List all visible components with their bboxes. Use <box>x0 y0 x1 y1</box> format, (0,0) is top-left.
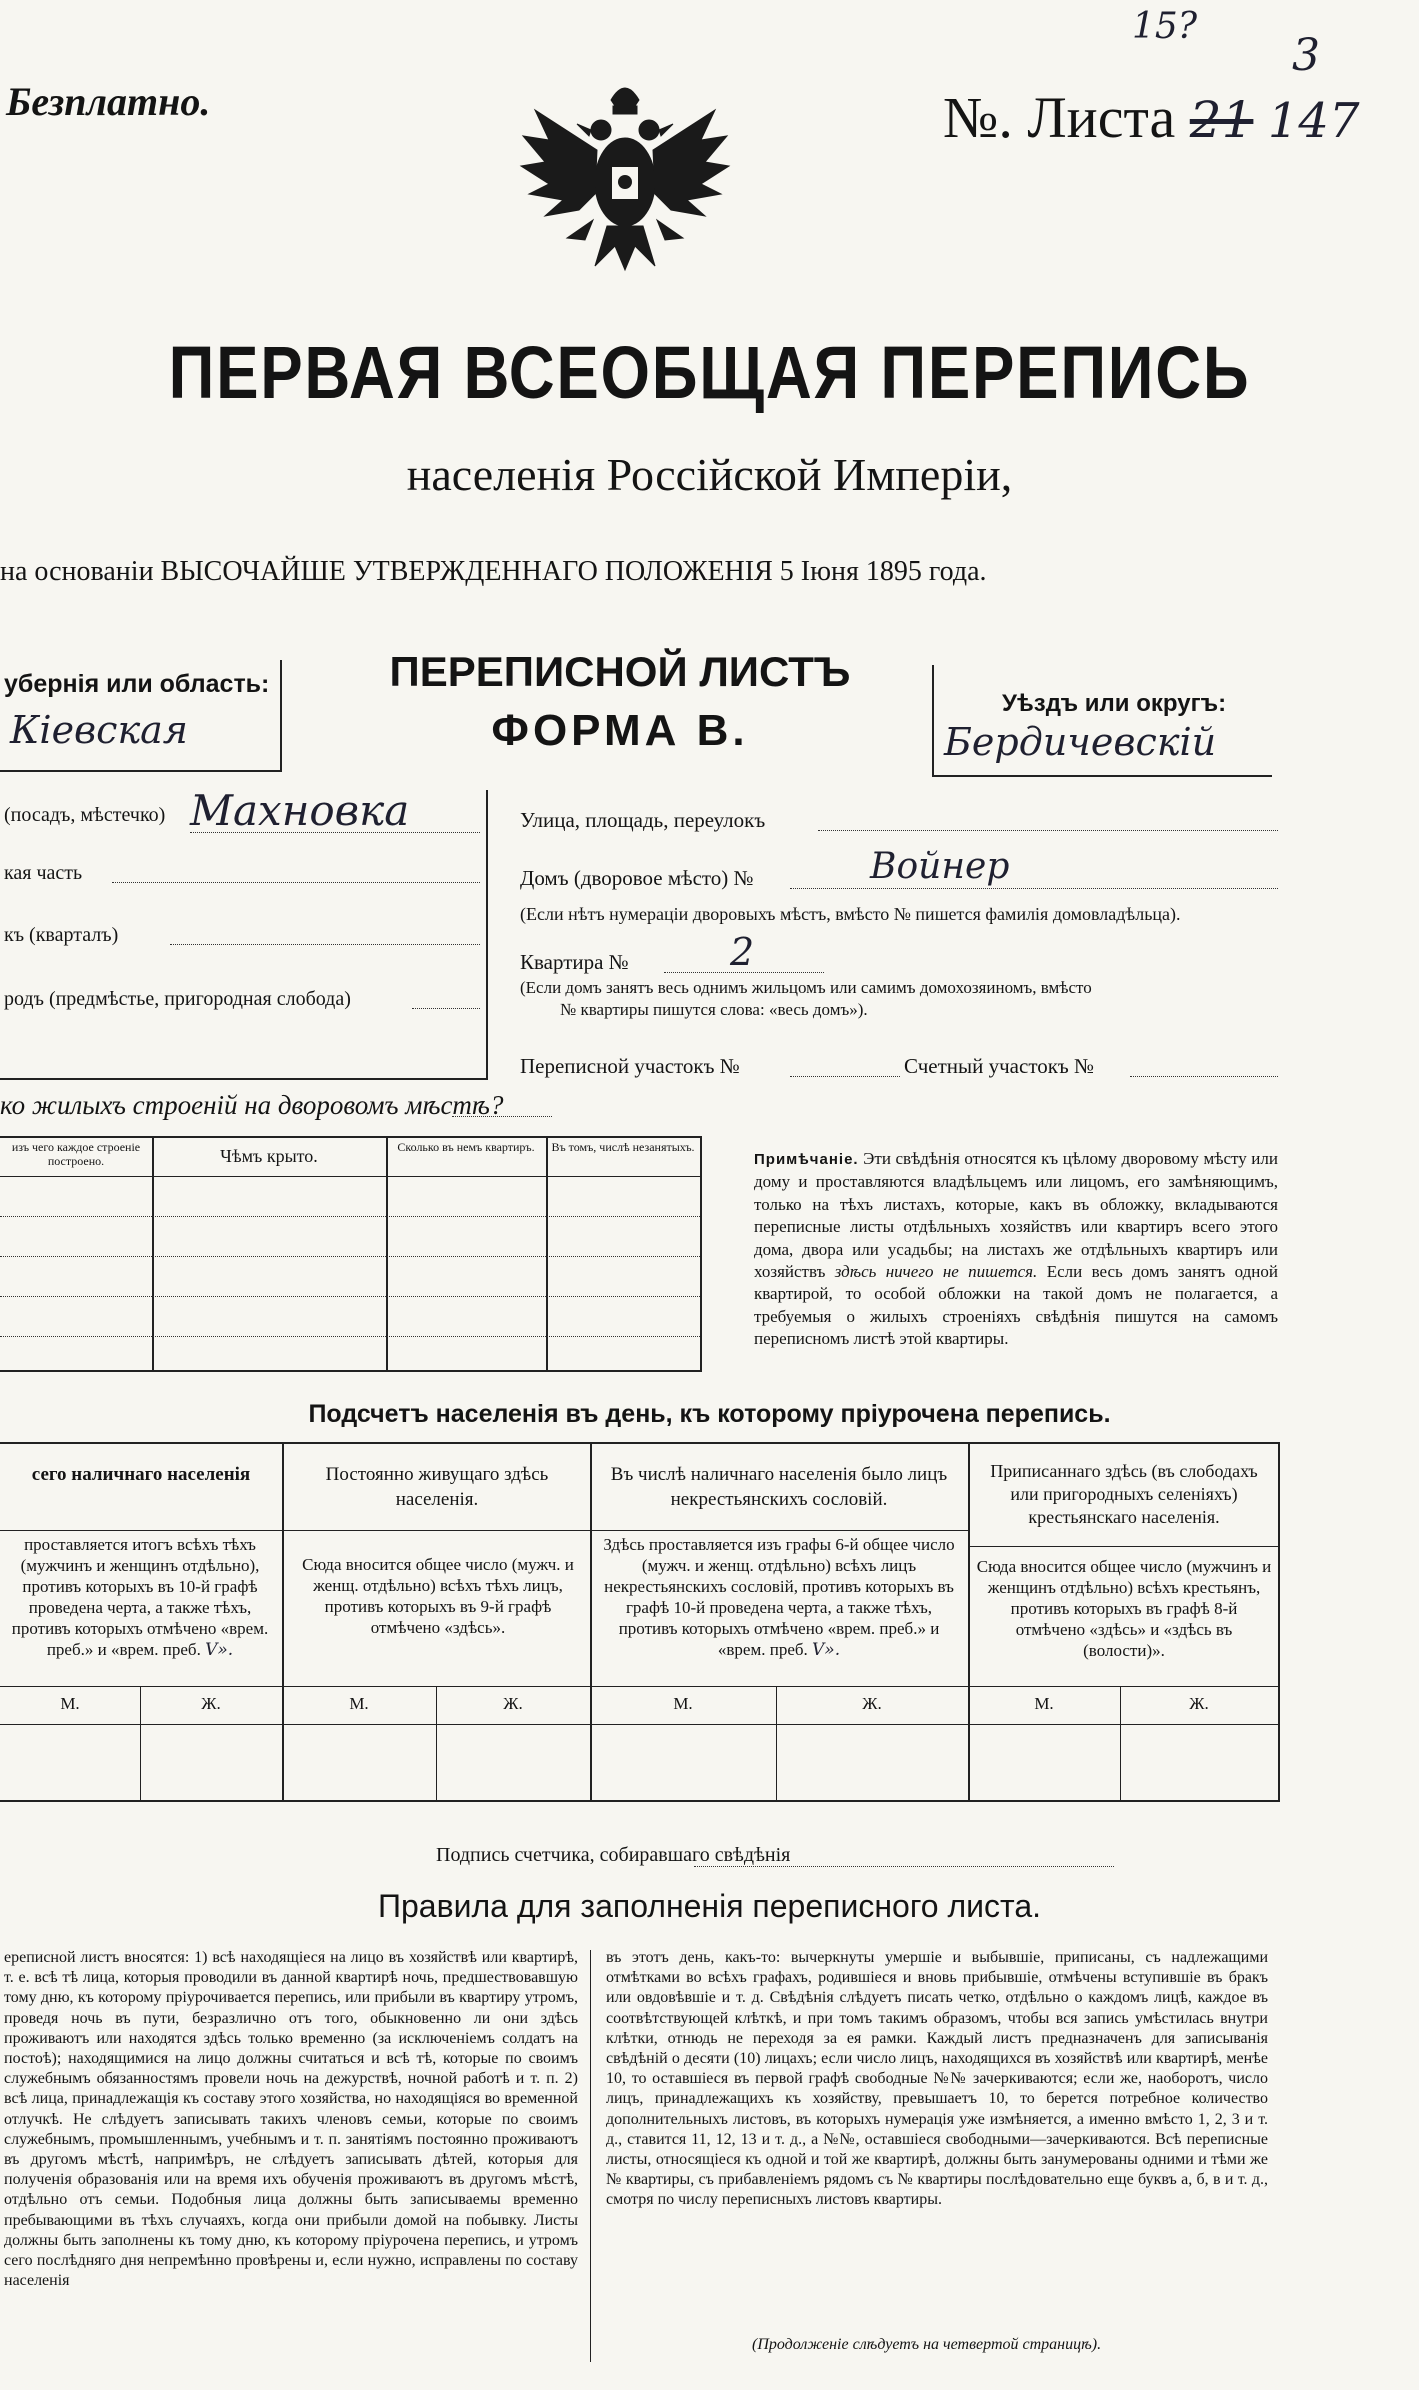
signature-label: Подпись счетчика, собиравшаго свѣдѣнія <box>436 1844 791 1866</box>
count-col1-female: Ж. <box>201 1694 221 1713</box>
note-text-2: Если весь домъ занятъ одной квартирой, то особой обложки на такой домъ не полагается, а требуемыя о жилыхъ строеніяхъ свѣдѣнія пишутся на самомъ переписномъ листѣ этой квартиры. <box>754 1262 1278 1349</box>
free-label: Безплатно. <box>6 79 211 124</box>
sheet-number-value: 147 <box>1267 93 1360 149</box>
count-col4-female: Ж. <box>1189 1694 1209 1713</box>
count-col1-male: М. <box>60 1694 80 1713</box>
kvartal-label: къ (кварталъ) <box>4 924 119 946</box>
census-area-label: Переписной участокъ № <box>520 1054 740 1078</box>
street-label: Улица, площадь, переулокъ <box>520 808 766 832</box>
count-col1-tick: V». <box>205 1640 234 1660</box>
flat-label: Квартира № <box>520 950 629 974</box>
note-paragraph <box>754 1148 1278 1351</box>
guberniya-label: убернія или область: <box>4 670 270 698</box>
buildings-col-material: изъ чего каждое строеніе построено. <box>11 1140 141 1168</box>
handwritten-side-number: 3 <box>1292 30 1320 81</box>
rules-right-column: въ этотъ день, какъ-то: вычеркнуты умершіе и выбывшіе, приписаны, съ надлежащими отмѣтками во всѣхъ графахъ, родившіеся и вновь прибывшіе, отмѣчены вступившіе въ бракъ или овдовѣвшіе и т. д. Свѣдѣнія слѣдуетъ писать четко, отдѣльно о каждомъ лицѣ, каждое въ соотвѣтствующей клѣткѣ, и при томъ такимъ образомъ, чтобы вся запись умѣстилась внутри клѣтки, отнюдь не переходя за ея рамки. Каждый листъ предназначенъ для записыванія свѣдѣній о десяти (10) лицахъ; если число лицъ, находящихся въ хозяйствѣ или квартирѣ, менѣе 10, то оставшіеся въ первой графѣ свободные №№ зачеркиваются; если же, наоборотъ, число лицъ, принадлежащихъ къ хозяйству, превышаетъ 10, то берется потребное количество дополнительныхъ листовъ, въ которыхъ нумерація уже измѣняется, а именно вмѣсто 1, 2, 3 и т. д., ставится 11, 12, 13 и т. д., а №№, оставшіеся свободными—зачеркиваются. Всѣ переписные листы, относящіеся къ одной и той же квартирѣ, должны быть занумерованы одними и тѣми же № квартиры, съ прибавленіемъ рядомъ съ № квартиры послѣдовательно еще буквъ а, б, в и т. д., смотря по числу переписныхъ листовъ квартиры. <box>606 1949 1268 2209</box>
count-title: Подсчетъ населенія въ день, къ которому пріурочена перепись. <box>308 1400 1111 1428</box>
count-area-label: Счетный участокъ № <box>904 1054 1095 1078</box>
rules-continued: (Продолженіе слѣдуетъ на четвертой страницѣ). <box>752 2336 1102 2353</box>
uezd-label: Уѣздъ или округъ: <box>1002 690 1227 717</box>
posad-value: Махновка <box>190 786 410 835</box>
count-col3-head: Въ числѣ наличнаго населенія было лицъ некрестьянскихъ сословій. <box>610 1464 948 1510</box>
house-value: Войнер <box>870 846 1010 887</box>
note-text-italic: здѣсь ничего не пишется. <box>834 1262 1038 1282</box>
count-col4-male: М. <box>1034 1694 1054 1713</box>
flat-note-2: № квартиры пишутся слова: «весь домъ»). <box>560 1000 868 1019</box>
posad-label: (посадъ, мѣстечко) <box>4 804 166 826</box>
guberniya-value: Кіевская <box>10 708 188 752</box>
house-note: (Если нѣтъ нумераціи дворовыхъ мѣстъ, вмѣсто № пишется фамилія домовладѣльца). <box>520 904 1181 924</box>
prigorod-label: родъ (предмѣстье, пригородная слобода) <box>4 988 351 1010</box>
list-title: ПЕРЕПИСНОЙ ЛИСТЪ <box>389 648 851 695</box>
document-title: ПЕРВАЯ ВСЕОБЩАЯ ПЕРЕПИСЬ <box>168 331 1251 414</box>
count-col4-text: Сюда вносится общее число (мужчинъ и женщинъ отдѣльно) всѣхъ крестьянъ, противъ которыхъ въ графѣ 8-й отмѣчено «здѣсь» и «здѣсь въ (волости)». <box>976 1557 1272 1660</box>
buildings-col-vacant: Въ томъ, числѣ незанятыхъ. <box>551 1140 695 1154</box>
count-col1-head: сего наличнаго населенія <box>31 1464 251 1485</box>
chast-label: кая часть <box>4 862 83 884</box>
legal-basis: на основаніи ВЫСОЧАЙШЕ УТВЕРЖДЕННАГО ПОЛОЖЕНІЯ 5 Іюня 1895 года. <box>0 556 987 587</box>
count-col1-text <box>2 1534 278 1661</box>
uezd-value: Бердичевскій <box>944 720 1217 764</box>
house-label: Домъ (дворовое мѣсто) № <box>520 866 754 890</box>
flat-value: 2 <box>730 930 755 974</box>
rules-left-column: ереписной листъ вносятся: 1) всѣ находящіеся на лицо въ хозяйствѣ или квартирѣ, т. е. всѣ тѣ лица, которыя проводили въ данной квартирѣ ночь, предшествовавшую тому дню, къ которому пріурочивается перепись, или прибыли въ квартиру утромъ, проведя ночь въ пути, безразлично отъ того, обыкновенно ли они здѣсь проживаютъ или находятся здѣсь только временно (за исключеніемъ солдатъ на постоѣ); находящимися на лицо должны считаться и всѣ тѣ, которые по своимъ служебнымъ обязанностямъ провели ночь на дежурствѣ, ночной работѣ и т. п. 2) всѣ лица, принадлежащія къ составу этого хозяйства, но находящіяся во временной отлучкѣ. Не слѣдуетъ записывать такихъ членовъ семьи, которые по своимъ служебнымъ, промышленнымъ, учебнымъ и т. п. занятіямъ постоянно проживаютъ въ другомъ мѣстѣ, напримѣръ, не слѣдуетъ записывать дѣтей, которыя для полученія образованія или на время ихъ обученія проживаютъ въ другомъ мѣстѣ, отдѣльно отъ семьи. Подобныя лица должны быть записываемы временно пребывающими въ тѣхъ случаяхъ, когда они прибыли домой на побывку. Листы должны быть заполнены къ тому дню, къ которому пріурочена перепись, и утромъ сего послѣдняго дня непремѣнно провѣрены и, если нужно, исправлены по составу населенія <box>4 1949 578 2290</box>
count-col2-male: М. <box>349 1694 369 1713</box>
sheet-number <box>943 84 1360 151</box>
flat-note-1: (Если домъ занятъ весь однимъ жильцомъ или самимъ домохозяиномъ, вмѣсто <box>520 978 1092 997</box>
buildings-col-flats: Сколько въ немъ квартиръ. <box>397 1140 535 1154</box>
handwritten-page-number: 15? <box>1132 6 1198 47</box>
count-col2-head: Постоянно живущаго здѣсь населенія. <box>325 1464 549 1510</box>
count-col3-male: М. <box>673 1694 693 1713</box>
count-col2-female: Ж. <box>503 1694 523 1713</box>
count-col3-tick: V». <box>812 1640 841 1660</box>
count-col3-body: Здѣсь проставляется изъ графы 6-й общее число (мужч. и женщ. отдѣльно) всѣхъ лицъ некрестьянскихъ сословій, противъ которыхъ въ графѣ 10-й проведена черта, а также тѣхъ, противъ которыхъ отмѣчено «врем. преб.» и «врем. преб. <box>603 1535 955 1659</box>
count-col1-body: проставляется итогъ всѣхъ тѣхъ (мужчинъ и женщинъ отдѣльно), противъ которыхъ въ 10-й графѣ проведена черта, а также тѣхъ, противъ которыхъ отмѣчено «врем. преб.» и «врем. преб. <box>11 1535 269 1659</box>
sheet-number-struck: 21 <box>1189 91 1254 149</box>
buildings-question: ко жилыхъ строеній на дворовомъ мѣстѣ? <box>0 1090 504 1120</box>
document-subtitle: населенія Россійской Имперіи, <box>406 449 1013 500</box>
count-col3-female: Ж. <box>862 1694 882 1713</box>
form-name: ФОРМА В. <box>491 706 749 755</box>
note-text-1: Эти свѣдѣнія относятся къ цѣлому дворовому мѣсту или дому и проставляются владѣльцемъ или лицомъ, его замѣняющимъ, только на тѣхъ листахъ, которые, какъ въ обложку, вкладываются переписные листы отдѣльныхъ хозяйствъ или квартиръ всего этого дома, двора или усадьбы; на листахъ же отдѣльныхъ квартиръ или хозяйствъ <box>754 1149 1278 1282</box>
imperial-eagle-emblem <box>515 70 735 290</box>
buildings-col-roof: Чѣмъ крыто. <box>220 1146 318 1166</box>
sheet-number-label: №. Листа <box>943 85 1176 150</box>
rules-title: Правила для заполненія переписного листа. <box>378 1888 1041 1924</box>
count-col4-head: Приписаннаго здѣсь (въ слободахъ или пригородныхъ селеніяхъ) крестьянскаго населенія. <box>990 1461 1258 1527</box>
note-heading: Примѣчаніе. <box>754 1151 859 1168</box>
count-col3-text <box>596 1534 962 1661</box>
count-col2-text: Сюда вносится общее число (мужч. и женщ. отдѣльно) всѣхъ тѣхъ лицъ, противъ которыхъ въ 9-й графѣ отмѣчено «здѣсь». <box>302 1555 574 1637</box>
